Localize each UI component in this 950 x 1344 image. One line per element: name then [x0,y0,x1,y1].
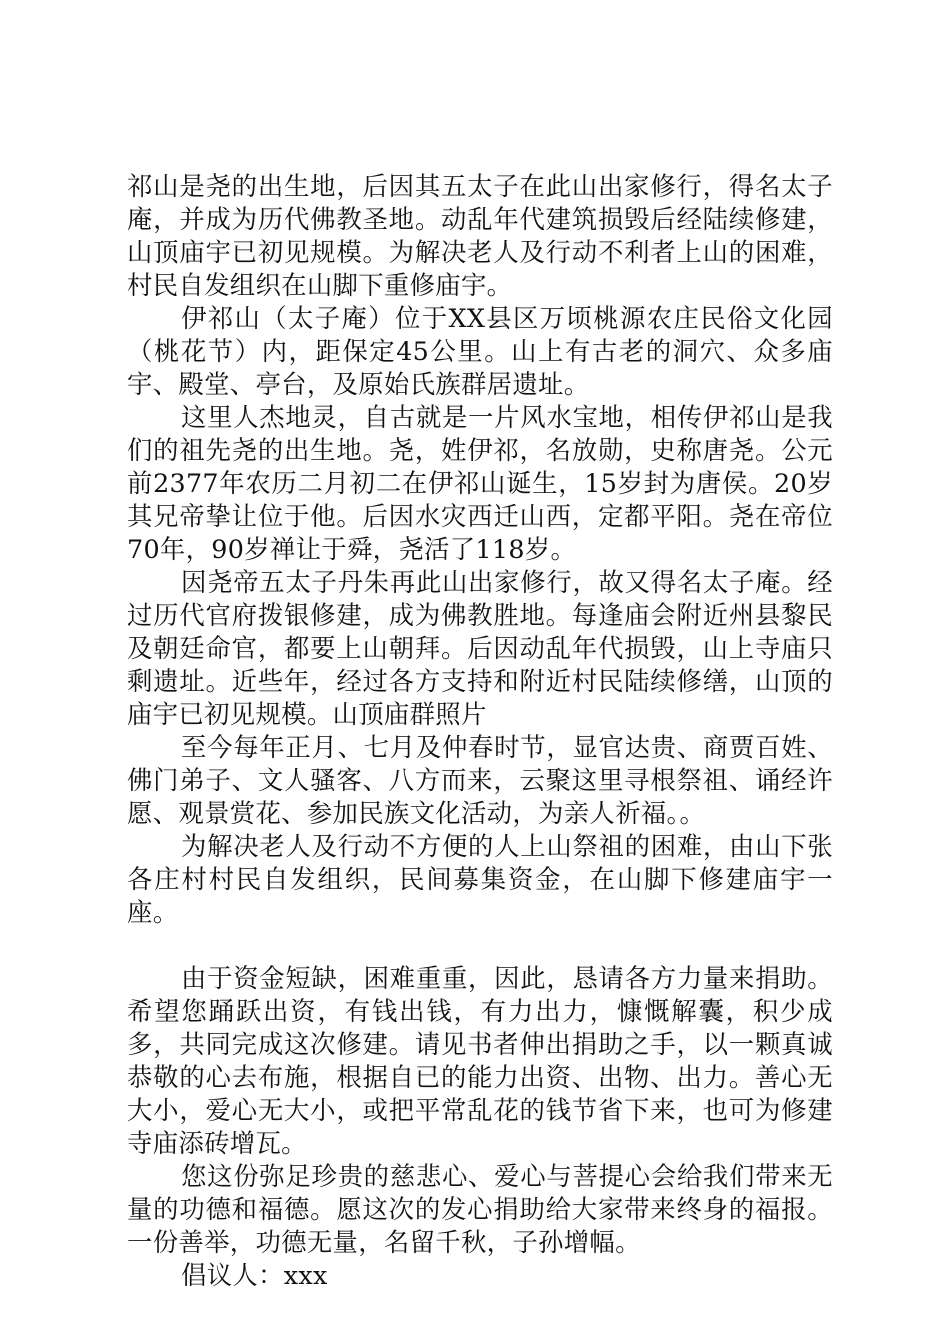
paragraph-intro: 祁山是尧的出生地，后因其五太子在此山出家修行，得名太子庵，并成为历代佛教圣地。动乱年代建筑损毁后经陆续修建，山顶庙宇已初见规模。为解决老人及行动不利者上山的困难，村民自发组织在山脚下重修庙宇。 [127,171,833,300]
paragraph-rebuild: 为解决老人及行动不方便的人上山祭祖的困难，由山下张各庄村村民自发组织，民间募集资金，在山脚下修建庙宇一座。 [127,831,833,927]
signature-initiator: 倡议人：xxx [181,1260,328,1290]
paragraph-history-yao: 这里人杰地灵，自古就是一片风水宝地，相传伊祁山是我们的祖先尧的出生地。尧，姓伊祁，名放勋，史称唐尧。公元前2377年农历二月初二在伊祁山诞生，15岁封为唐侯。20岁其兄帝挚让位于他。后因水灾西迁山西，定都平阳。尧在帝位70年，90岁禅让于舜，尧活了118岁。 [127,402,833,564]
paragraph-festivals: 至今每年正月、七月及仲春时节，显官达贵、商贾百姓、佛门弟子、文人骚客、八方而来，云聚这里寻根祭祖、诵经许愿、观景赏花、参加民族文化活动，为亲人祈福。。 [127,732,833,828]
paragraph-blessing: 您这份弥足珍贵的慈悲心、爱心与菩提心会给我们带来无量的功德和福德。愿这次的发心捐助给大家带来终身的福报。一份善举，功德无量，名留千秋，子孙增幅。 [127,1161,833,1257]
paragraph-spacer [127,929,833,962]
paragraph-appeal: 由于资金短缺，困难重重，因此，恳请各方力量来捐助。希望您踊跃出资，有钱出钱，有力出力，慷慨解囊，积少成多，共同完成这次修建。请见书者伸出捐助之手，以一颗真诚恭敬的心去布施，根据自已的能力出资、出物、出力。善心无大小，爱心无大小，或把平常乱花的钱节省下来，也可为修建寺庙添砖增瓦。 [127,963,833,1158]
paragraph-location: 伊祁山（太子庵）位于XX县区万顷桃源农庄民俗文化园（桃花节）内，距保定45公里。山上有古老的洞穴、众多庙宇、殿堂、亭台，及原始氏族群居遗址。 [127,303,833,399]
paragraph-taiziam: 因尧帝五太子丹朱再此山出家修行，故又得名太子庵。经过历代官府拨银修建，成为佛教胜地。每逢庙会附近州县黎民及朝廷命官，都要上山朝拜。后因动乱年代损毁，山上寺庙只剩遗址。近些年，经过各方支持和附近村民陆续修缮，山顶的庙宇已初见规模。山顶庙群照片 [127,567,833,729]
document-body [127,170,833,1292]
